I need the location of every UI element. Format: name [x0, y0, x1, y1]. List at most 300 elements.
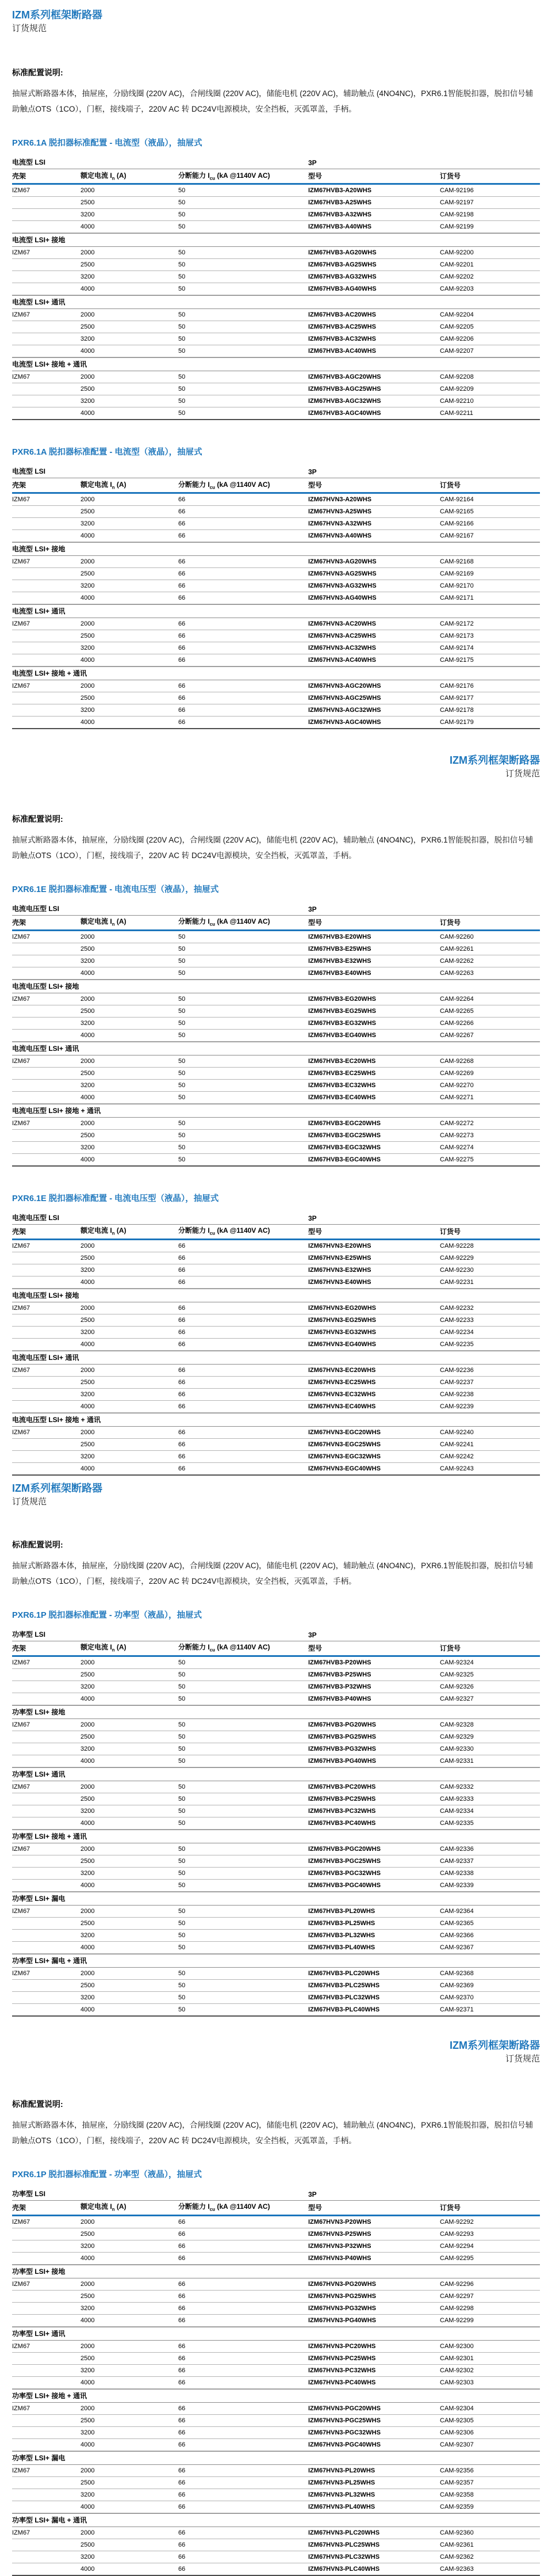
table-body [12, 185, 540, 419]
config-heading: 标准配置说明: [12, 2099, 63, 2109]
cell-current: 4000 [80, 969, 95, 977]
cell-model: IZM67HVB3-PGC25WHS [308, 1857, 381, 1865]
section-label: 电流型 LSI+ 接地 + 通讯 [12, 669, 87, 678]
table-section-row [12, 2451, 540, 2465]
table-section-row [12, 1892, 540, 1906]
cell-frame: IZM67 [12, 2529, 30, 2536]
cell-frame: IZM67 [12, 1119, 30, 1127]
cell-breaking: 66 [178, 520, 186, 527]
cell-breaking: 66 [178, 1266, 186, 1274]
cell-model: IZM67HVN3-AGC40WHS [308, 718, 381, 726]
page-header [12, 2040, 540, 2064]
cell-current: 2000 [80, 2218, 95, 2226]
cell-breaking: 66 [178, 620, 186, 627]
cell-model: IZM67HVB3-P40WHS [308, 1695, 371, 1702]
cell-order: CAM-92196 [440, 186, 474, 194]
table-row [12, 1463, 540, 1474]
table-row [12, 1942, 540, 1954]
cell-current: 2000 [80, 933, 95, 940]
cell-current: 3200 [80, 1266, 95, 1274]
cell-current: 2000 [80, 1721, 95, 1728]
cell-current: 4000 [80, 223, 95, 230]
cell-order: CAM-92170 [440, 582, 474, 589]
cell-breaking: 50 [178, 1057, 186, 1065]
table-row [12, 518, 540, 530]
cell-breaking: 50 [178, 1144, 186, 1151]
table-row [12, 630, 540, 642]
cell-order: CAM-92168 [440, 558, 474, 565]
table-row [12, 1389, 540, 1401]
cell-breaking: 50 [178, 969, 186, 977]
cell-breaking: 66 [178, 1254, 186, 1262]
table-row [12, 271, 540, 283]
cell-current: 4000 [80, 532, 95, 539]
cell-breaking: 50 [178, 1119, 186, 1127]
table-row [12, 209, 540, 221]
table-row [12, 2353, 540, 2365]
cell-order: CAM-92356 [440, 2467, 474, 2474]
table-row [12, 1855, 540, 1868]
table-row [12, 1793, 540, 1805]
cell-order: CAM-92241 [440, 1441, 474, 1448]
config-text: 抽屉式断路器本体，抽屉座，分励线圈 (220V AC)，合闸线圈 (220V AC)，储能电机 (220V AC)，辅助触点 (4NO4NC)，PXR6.1智能脱扣器，脱扣信号辅助触点OTS（1CO），门框，接线端子，220V AC 转 DC24V电源模块，安全挡板，灭弧罩盖，手柄。 [12, 2120, 534, 2145]
cell-current: 2500 [80, 1131, 95, 1139]
cell-model: IZM67HVN3-PGC25WHS [308, 2417, 381, 2424]
col-model: 型号 [308, 1644, 323, 1652]
cell-model: IZM67HVN3-EG32WHS [308, 1328, 376, 1336]
cell-breaking: 50 [178, 1695, 186, 1702]
table-row [12, 2465, 540, 2477]
cell-order: CAM-92233 [440, 1316, 474, 1324]
cell-current: 3200 [80, 2304, 95, 2312]
cell-order: CAM-92166 [440, 520, 474, 527]
cell-current: 2000 [80, 2280, 95, 2288]
config-text: 抽屉式断路器本体，抽屉座，分励线圈 (220V AC)，合闸线圈 (220V AC)，储能电机 (220V AC)，辅助触点 (4NO4NC)，PXR6.1智能脱扣器，脱扣信号辅助触点OTS（1CO），门框，接线端子，220V AC 转 DC24V电源模块，安全挡板，灭弧罩盖，手柄。 [12, 1561, 534, 1586]
cell-order: CAM-92331 [440, 1757, 474, 1765]
table-row [12, 1719, 540, 1731]
table-title: PXR6.1E 脱扣器标准配置 - 电流电压型（液晶），抽屉式 [12, 1194, 219, 1203]
cell-current: 2000 [80, 311, 95, 318]
cell-order: CAM-92205 [440, 323, 474, 330]
cell-current: 2000 [80, 1119, 95, 1127]
table-row [12, 1118, 540, 1130]
pole-label: 3P [308, 2190, 317, 2198]
cell-breaking: 50 [178, 1745, 186, 1752]
cell-model: IZM67HVB3-PLC25WHS [308, 1981, 380, 1989]
cell-current: 2000 [80, 1845, 95, 1853]
cell-breaking: 50 [178, 409, 186, 417]
table-row [12, 1968, 540, 1980]
cell-order: CAM-92199 [440, 223, 474, 230]
cell-breaking: 50 [178, 1869, 186, 1877]
table-header-row [12, 169, 540, 185]
cell-breaking: 66 [178, 2491, 186, 2498]
cell-model: IZM67HVN3-EC20WHS [308, 1366, 376, 1374]
cell-current: 4000 [80, 1881, 95, 1889]
cell-breaking: 66 [178, 632, 186, 639]
table-row [12, 383, 540, 395]
cell-order: CAM-92175 [440, 656, 474, 664]
cell-current: 3200 [80, 211, 95, 218]
cell-model: IZM67HVN3-EG20WHS [308, 1304, 376, 1312]
cell-order: CAM-92262 [440, 957, 474, 965]
cell-order: CAM-92360 [440, 2529, 474, 2536]
cell-breaking: 50 [178, 1857, 186, 1865]
cell-current: 2500 [80, 2292, 95, 2300]
cell-breaking: 66 [178, 2529, 186, 2536]
table-row [12, 2365, 540, 2377]
cell-order: CAM-92165 [440, 508, 474, 515]
spec-table [12, 883, 540, 1167]
cell-order: CAM-92232 [440, 1304, 474, 1312]
cell-order: CAM-92266 [440, 1019, 474, 1027]
table-row [12, 2315, 540, 2327]
spec-table [12, 136, 540, 420]
cell-breaking: 66 [178, 2467, 186, 2474]
cell-order: CAM-92332 [440, 1783, 474, 1790]
doc-title: IZM系列框架断路器 [12, 9, 102, 21]
cell-breaking: 50 [178, 1007, 186, 1015]
cell-breaking: 66 [178, 2218, 186, 2226]
col-breaking: 分断能力 $I_{cu}$ (kA @1140V AC) [178, 2202, 270, 2212]
cell-order: CAM-92173 [440, 632, 474, 639]
tables-container [12, 136, 540, 729]
tables-container [12, 2168, 540, 2576]
col-current: 额定电流 $I_n$ (A) [80, 1643, 126, 1653]
table-row [12, 2539, 540, 2551]
table-section-row [12, 2265, 540, 2278]
cell-order: CAM-92171 [440, 594, 474, 601]
table-row [12, 1992, 540, 2004]
cell-current: 3200 [80, 335, 95, 342]
cell-model: IZM67HVN3-PGC20WHS [308, 2404, 381, 2412]
cell-model: IZM67HVB3-E32WHS [308, 957, 371, 965]
cell-order: CAM-92228 [440, 1242, 474, 1249]
col-breaking: 分断能力 $I_{cu}$ (kA @1140V AC) [178, 917, 270, 927]
cell-model: IZM67HVN3-AC40WHS [308, 656, 376, 664]
cell-frame: IZM67 [12, 1969, 30, 1977]
table-row [12, 1980, 540, 1992]
table-row [12, 556, 540, 568]
section-label: 电流电压型 LSI [12, 904, 60, 913]
cell-current: 4000 [80, 1403, 95, 1410]
cell-breaking: 66 [178, 594, 186, 601]
cell-breaking: 50 [178, 1683, 186, 1690]
col-frame: 壳架 [12, 2203, 26, 2212]
cell-order: CAM-92297 [440, 2292, 474, 2300]
table-section-row [12, 542, 540, 556]
table-group-row [12, 1211, 540, 1225]
cell-current: 4000 [80, 1819, 95, 1827]
table-row [12, 1743, 540, 1755]
cell-model: IZM67HVN3-EG25WHS [308, 1316, 376, 1324]
table-row [12, 993, 540, 1005]
cell-frame: IZM67 [12, 2467, 30, 2474]
table-row [12, 1693, 540, 1705]
col-current: 额定电流 $I_n$ (A) [80, 917, 126, 927]
cell-order: CAM-92365 [440, 1919, 474, 1927]
section-label: 电流电压型 LSI+ 通讯 [12, 1045, 79, 1053]
cell-breaking: 66 [178, 1390, 186, 1398]
cell-model: IZM67HVB3-PL32WHS [308, 1931, 375, 1939]
table-row [12, 955, 540, 967]
cell-breaking: 50 [178, 1795, 186, 1803]
config-heading: 标准配置说明: [12, 814, 63, 824]
table-row [12, 1439, 540, 1451]
cell-breaking: 50 [178, 273, 186, 280]
cell-current: 4000 [80, 1031, 95, 1039]
cell-breaking: 66 [178, 2280, 186, 2288]
table-section-row [12, 1413, 540, 1427]
order-table [12, 464, 540, 729]
config-heading: 标准配置说明: [12, 1539, 63, 1549]
cell-order: CAM-92265 [440, 1007, 474, 1015]
table-row [12, 2489, 540, 2501]
cell-breaking: 66 [178, 2304, 186, 2312]
section-label: 功率型 LSI+ 接地 [12, 2268, 66, 2276]
order-table [12, 902, 540, 1167]
cell-order: CAM-92267 [440, 1031, 474, 1039]
cell-current: 3200 [80, 2367, 95, 2374]
table-row [12, 333, 540, 345]
cell-model: IZM67HVN3-E32WHS [308, 1266, 371, 1274]
table-row [12, 967, 540, 980]
page [0, 2040, 552, 2576]
cell-model: IZM67HVB3-PG40WHS [308, 1757, 376, 1765]
table-row [12, 1055, 540, 1068]
cell-breaking: 66 [178, 570, 186, 577]
table-row [12, 1669, 540, 1681]
cell-model: IZM67HVB3-EGC32WHS [308, 1144, 381, 1151]
cell-current: 3200 [80, 1144, 95, 1151]
cell-breaking: 66 [178, 2429, 186, 2436]
cell-breaking: 66 [178, 1278, 186, 1286]
cell-current: 3200 [80, 1994, 95, 2001]
config-text: 抽屉式断路器本体，抽屉座，分励线圈 (220V AC)，合闸线圈 (220V AC)，储能电机 (220V AC)，辅助触点 (4NO4NC)，PXR6.1智能脱扣器，脱扣信号辅助触点OTS（1CO），门框，接线端子，220V AC 转 DC24V电源模块，安全挡板，灭弧罩盖，手柄。 [12, 89, 534, 113]
table-row [12, 592, 540, 604]
cell-model: IZM67HVN3-EC32WHS [308, 1390, 376, 1398]
cell-breaking: 50 [178, 1819, 186, 1827]
cell-model: IZM67HVB3-PC40WHS [308, 1819, 376, 1827]
cell-model: IZM67HVB3-EGC20WHS [308, 1119, 381, 1127]
cell-order: CAM-92210 [440, 397, 474, 405]
section-label: 电流电压型 LSI [12, 1213, 60, 1222]
page-header [12, 1483, 540, 1507]
table-row [12, 1427, 540, 1439]
cell-breaking: 50 [178, 1944, 186, 1951]
cell-current: 4000 [80, 2503, 95, 2510]
cell-breaking: 50 [178, 1721, 186, 1728]
table-row [12, 2216, 540, 2228]
cell-model: IZM67HVB3-AG20WHS [308, 249, 377, 256]
cell-current: 2000 [80, 1659, 95, 1666]
cell-current: 3200 [80, 2429, 95, 2436]
cell-model: IZM67HVN3-PC20WHS [308, 2342, 376, 2350]
col-model: 型号 [308, 481, 323, 489]
cell-order: CAM-92268 [440, 1057, 474, 1065]
cell-model: IZM67HVB3-PLC40WHS [308, 2006, 380, 2013]
table-row [12, 494, 540, 506]
cell-breaking: 66 [178, 1403, 186, 1410]
cell-current: 3200 [80, 644, 95, 651]
cell-current: 2500 [80, 1795, 95, 1803]
cell-order: CAM-92230 [440, 1266, 474, 1274]
tables-container [12, 1609, 540, 2017]
section-label: 电流型 LSI+ 接地 [12, 545, 66, 554]
cell-order: CAM-92327 [440, 1695, 474, 1702]
section-label: 电流型 LSI+ 接地 [12, 236, 66, 245]
table-row [12, 1130, 540, 1142]
table-group-row [12, 155, 540, 169]
cell-breaking: 50 [178, 1031, 186, 1039]
cell-order: CAM-92201 [440, 261, 474, 268]
cell-order: CAM-92209 [440, 385, 474, 393]
table-row [12, 185, 540, 197]
cell-current: 4000 [80, 2441, 95, 2448]
spec-table [12, 445, 540, 729]
cell-breaking: 50 [178, 323, 186, 330]
table-row [12, 221, 540, 233]
cell-current: 3200 [80, 1081, 95, 1089]
section-label: 电流型 LSI [12, 467, 46, 475]
table-row [12, 2527, 540, 2539]
table-section-row [12, 1042, 540, 1055]
cell-model: IZM67HVN3-P20WHS [308, 2218, 371, 2226]
section-label: 功率型 LSI+ 通讯 [12, 2330, 66, 2338]
config-text: 抽屉式断路器本体，抽屉座，分励线圈 (220V AC)，合闸线圈 (220V AC)，储能电机 (220V AC)，辅助触点 (4NO4NC)，PXR6.1智能脱扣器，脱扣信号辅助触点OTS（1CO），门框，接线端子，220V AC 转 DC24V电源模块，安全挡板，灭弧罩盖，手柄。 [12, 835, 534, 860]
cell-model: IZM67HVN3-EG40WHS [308, 1340, 376, 1348]
cell-frame: IZM67 [12, 1366, 30, 1374]
table-row [12, 1657, 540, 1669]
cell-model: IZM67HVB3-EG25WHS [308, 1007, 376, 1015]
section-label: 功率型 LSI [12, 2189, 46, 2198]
cell-order: CAM-92366 [440, 1931, 474, 1939]
cell-current: 2500 [80, 694, 95, 702]
cell-breaking: 50 [178, 1019, 186, 1027]
cell-frame: IZM67 [12, 1242, 30, 1249]
table-row [12, 2551, 540, 2563]
cell-breaking: 66 [178, 682, 186, 689]
cell-current: 3200 [80, 1931, 95, 1939]
cell-current: 2500 [80, 323, 95, 330]
cell-breaking: 50 [178, 335, 186, 342]
table-row [12, 1327, 540, 1339]
cell-model: IZM67HVN3-E40WHS [308, 1278, 371, 1286]
cell-breaking: 50 [178, 1881, 186, 1889]
cell-model: IZM67HVN3-PLC40WHS [308, 2565, 380, 2573]
cell-model: IZM67HVB3-EC32WHS [308, 1081, 376, 1089]
cell-current: 3200 [80, 1328, 95, 1336]
cell-breaking: 50 [178, 249, 186, 256]
cell-order: CAM-92364 [440, 1907, 474, 1915]
doc-subtitle: 订货规范 [12, 23, 47, 33]
table-row [12, 2439, 540, 2451]
cell-model: IZM67HVB3-PC25WHS [308, 1795, 376, 1803]
cell-order: CAM-92242 [440, 1453, 474, 1460]
cell-current: 3200 [80, 2491, 95, 2498]
col-current: 额定电流 $I_n$ (A) [80, 171, 126, 181]
cell-frame: IZM67 [12, 558, 30, 565]
cell-frame: IZM67 [12, 995, 30, 1003]
page [0, 1483, 552, 2017]
standard-config [12, 2098, 540, 2148]
cell-order: CAM-92177 [440, 694, 474, 702]
pole-label: 3P [308, 1214, 317, 1222]
cell-current: 2500 [80, 1069, 95, 1077]
table-group-row [12, 902, 540, 916]
cell-order: CAM-92299 [440, 2316, 474, 2324]
section-label: 功率型 LSI+ 接地 + 通讯 [12, 1832, 87, 1841]
cell-order: CAM-92330 [440, 1745, 474, 1752]
cell-current: 4000 [80, 2254, 95, 2262]
cell-order: CAM-92326 [440, 1683, 474, 1690]
cell-breaking: 50 [178, 995, 186, 1003]
cell-current: 4000 [80, 2379, 95, 2386]
cell-current: 4000 [80, 1757, 95, 1765]
table-header-row [12, 916, 540, 931]
table-group-row [12, 2187, 540, 2201]
cell-order: CAM-92369 [440, 1981, 474, 1989]
cell-breaking: 50 [178, 945, 186, 952]
cell-breaking: 66 [178, 1242, 186, 1249]
cell-current: 3200 [80, 397, 95, 405]
cell-order: CAM-92307 [440, 2441, 474, 2448]
cell-breaking: 66 [178, 2417, 186, 2424]
table-title: PXR6.1A 脱扣器标准配置 - 电流型（液晶），抽屉式 [12, 447, 202, 457]
table-row [12, 568, 540, 580]
cell-model: IZM67HVN3-AC25WHS [308, 632, 376, 639]
table-section-row [12, 980, 540, 993]
cell-order: CAM-92237 [440, 1378, 474, 1386]
cell-current: 2500 [80, 2541, 95, 2548]
table-row [12, 395, 540, 407]
table-title: PXR6.1P 脱扣器标准配置 - 功率型（液晶），抽屉式 [12, 1610, 202, 1620]
cell-model: IZM67HVN3-AG40WHS [308, 594, 377, 601]
cell-current: 4000 [80, 2006, 95, 2013]
cell-model: IZM67HVN3-PGC40WHS [308, 2441, 381, 2448]
cell-breaking: 50 [178, 1733, 186, 1740]
table-row [12, 1240, 540, 1252]
cell-model: IZM67HVB3-AGC20WHS [308, 373, 381, 380]
cell-order: CAM-92338 [440, 1869, 474, 1877]
cell-current: 2500 [80, 2230, 95, 2238]
cell-model: IZM67HVN3-E25WHS [308, 1254, 371, 1262]
table-row [12, 1843, 540, 1855]
table-row [12, 2415, 540, 2427]
cell-order: CAM-92260 [440, 933, 474, 940]
table-row [12, 717, 540, 728]
cell-breaking: 66 [178, 644, 186, 651]
col-breaking: 分断能力 $I_{cu}$ (kA @1140V AC) [178, 480, 270, 490]
cell-breaking: 50 [178, 1131, 186, 1139]
cell-order: CAM-92274 [440, 1144, 474, 1151]
cell-current: 2000 [80, 1242, 95, 1249]
cell-frame: IZM67 [12, 1721, 30, 1728]
cell-order: CAM-92272 [440, 1119, 474, 1127]
table-row [12, 692, 540, 704]
cell-model: IZM67HVB3-E40WHS [308, 969, 371, 977]
col-frame: 壳架 [12, 481, 26, 489]
cell-breaking: 50 [178, 1969, 186, 1977]
cell-breaking: 50 [178, 1093, 186, 1101]
cell-order: CAM-92208 [440, 373, 474, 380]
cell-model: IZM67HVN3-AGC20WHS [308, 682, 381, 689]
cell-model: IZM67HVB3-PG32WHS [308, 1745, 376, 1752]
cell-breaking: 66 [178, 2354, 186, 2362]
cell-breaking: 50 [178, 1994, 186, 2001]
cell-order: CAM-92328 [440, 1721, 474, 1728]
cell-frame: IZM67 [12, 1304, 30, 1312]
